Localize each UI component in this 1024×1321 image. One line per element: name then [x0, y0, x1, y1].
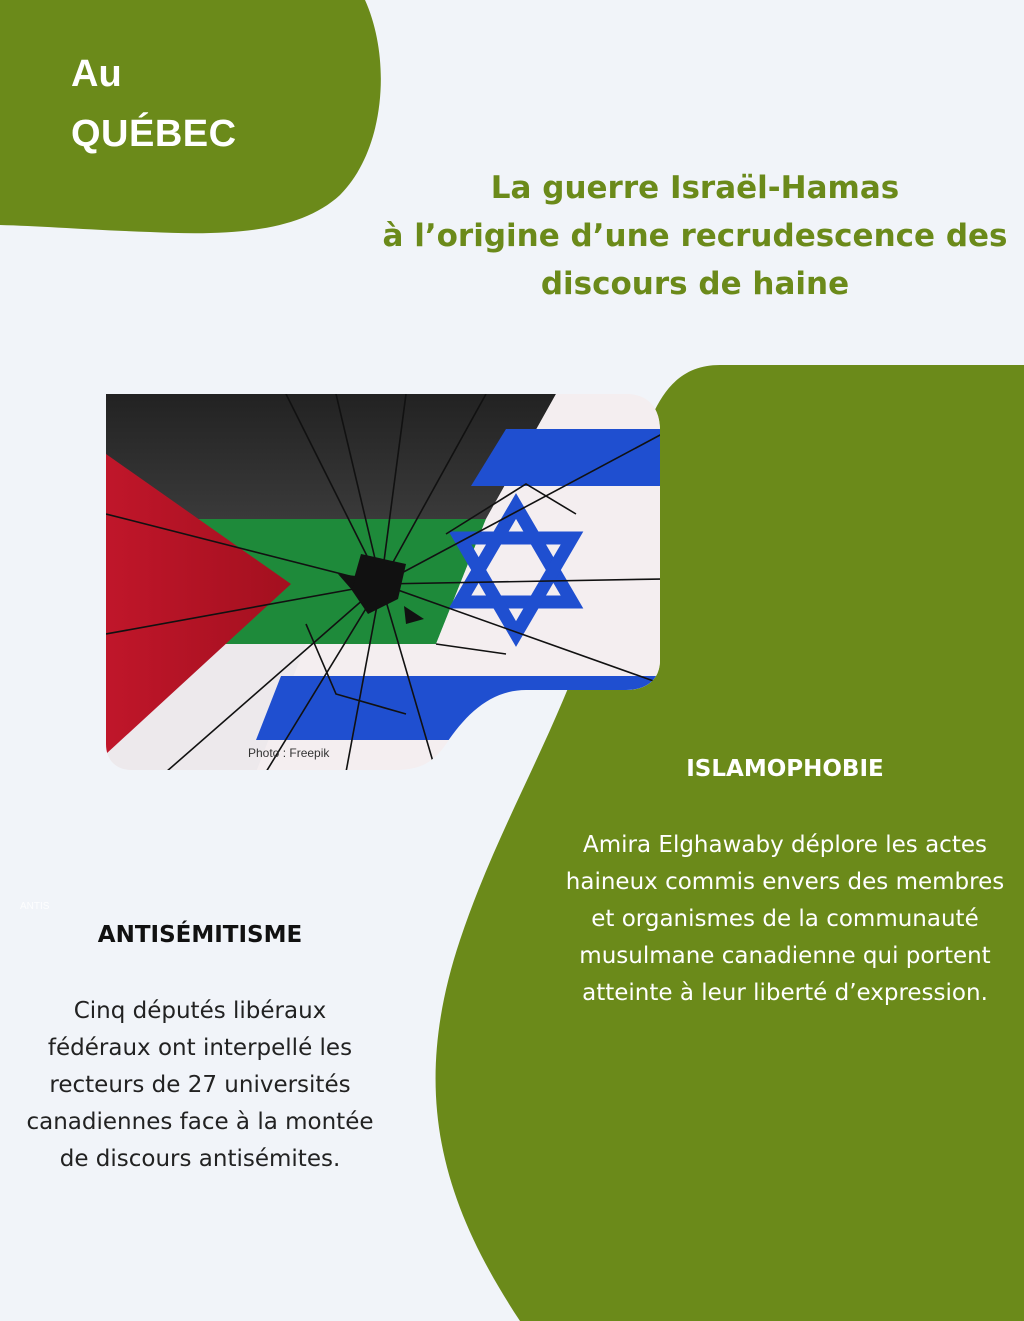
page-title [380, 164, 1010, 308]
islamophobie-heading: ISLAMOPHOBIE [686, 756, 884, 782]
page-title-line-1: La guerre Israël-Hamas [490, 170, 900, 206]
region-label-quebec: QUÉBEC [71, 113, 237, 155]
cracked-flags-image [106, 394, 662, 772]
islamophobie-body: Amira Elghawaby déplore les actes haineux commis envers des membres et organismes de la communauté musulmane canadienne qui portent atteinte à leur liberté d’expression. [565, 832, 1005, 1006]
palestine-black-stripe [106, 394, 556, 519]
faint-ghost-text: ANTIS [20, 901, 50, 912]
antisemitisme-body: Cinq députés libéraux fédéraux ont interpellé les recteurs de 27 universités canadiennes face à la montée de discours antisémites. [26, 998, 374, 1172]
region-label-au: Au [71, 53, 122, 95]
photo-credit: Photo : Freepik [248, 746, 330, 760]
page-title-line-3: discours de haine [540, 266, 850, 302]
page-title-line-2: à l’origine d’une recrudescence des [382, 218, 1008, 254]
israel-bottom-blue-stripe [256, 676, 662, 740]
antisemitisme-heading: ANTISÉMITISME [97, 922, 303, 948]
